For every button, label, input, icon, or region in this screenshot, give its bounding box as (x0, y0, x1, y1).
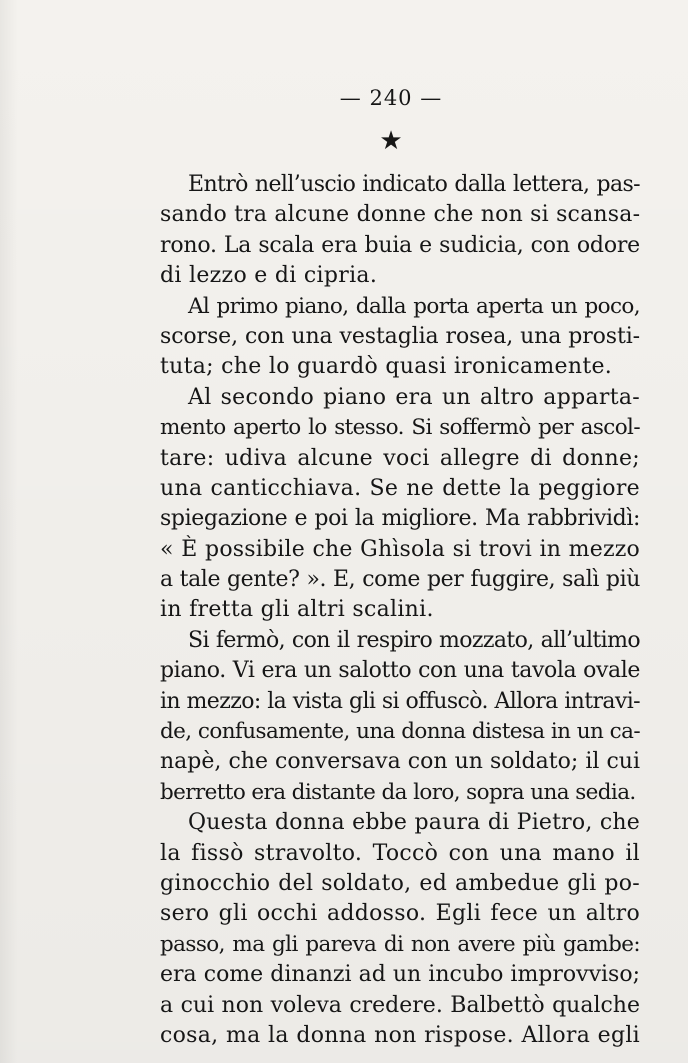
text-line: la fissò stravolto. Toccò con una mano il (160, 840, 640, 866)
text-line: Al primo piano, dalla porta aperta un poco, (188, 293, 640, 319)
text-line: de, confusamente, una donna distesa in un ca- (160, 719, 640, 745)
text-line: a cui non voleva credere. Balbettò qualche (160, 992, 640, 1018)
text-line: rono. La scala era buia e sudicia, con odore (160, 232, 640, 258)
text-line: spiegazione e poi la migliore. Ma rabbrividì: (160, 506, 640, 532)
text-line: tare: udiva alcune voci allegre di donne; (160, 445, 640, 471)
text-line: napè, che conversava con un soldato; il cui (160, 749, 640, 775)
page-number: — 240 — (339, 86, 443, 110)
text-line: ginocchio del soldato, ed ambedue gli po- (160, 870, 640, 896)
text-line: Entrò nell’uscio indicato dalla lettera, pas- (188, 172, 640, 197)
text-line: « È possibile che Ghìsola si trovi in mezzo (160, 536, 640, 562)
text-line: in fretta gli altri scalini. (160, 597, 434, 623)
text-line: sando tra alcune donne che non si scansa- (160, 202, 641, 228)
text-line: berretto era distante da loro, sopra una sedia. (160, 779, 636, 805)
text-line: Si fermò, con il respiro mozzato, all’ultimo (188, 627, 640, 653)
text-line: di lezzo e di cipria. (160, 263, 378, 289)
text-line: tuta; che lo guardò quasi ironicamente. (160, 354, 613, 380)
body-text (160, 170, 640, 1051)
text-line: sero gli occhi addosso. Egli fece un altro (160, 901, 640, 927)
text-line: scorse, con una vestaglia rosea, una prosti- (160, 323, 640, 349)
text-line: cosa, ma la donna non rispose. Allora egli (160, 1022, 640, 1048)
text-line: Al secondo piano era un altro apparta- (188, 384, 640, 410)
text-line: piano. Vi era un salotto con una tavola ovale (160, 658, 640, 684)
text-line: in mezzo: la vista gli si offuscò. Allora intravi- (160, 688, 640, 714)
text-line: Questa donna ebbe paura di Pietro, che (188, 810, 640, 836)
text-line: a tale gente? ». E, come per fuggire, salì più (160, 567, 640, 593)
text-line: passo, ma gli pareva di non avere più gambe: (160, 931, 640, 957)
text-line: mento aperto lo stesso. Si soffermò per ascol- (160, 415, 640, 441)
text-line: era come dinanzi ad un incubo improvviso; (160, 962, 640, 988)
text-line: una canticchiava. Se ne dette la peggiore (160, 475, 640, 501)
star-separator-icon: ★ (379, 126, 403, 156)
